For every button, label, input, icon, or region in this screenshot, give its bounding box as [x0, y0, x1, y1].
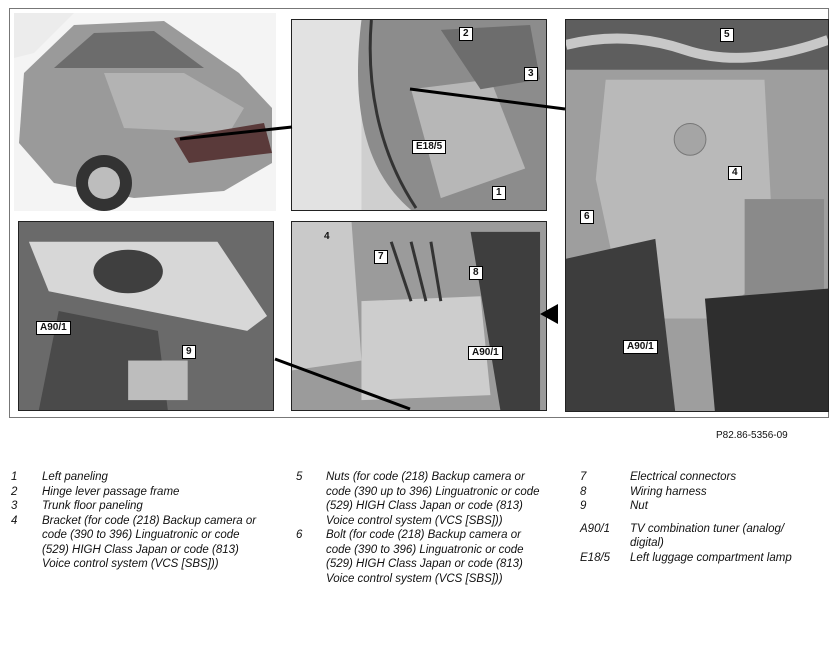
photo-trunk-panel — [291, 19, 547, 211]
legend-item — [11, 485, 281, 500]
figure-reference-code: P82.86-5356-09 — [716, 430, 788, 441]
legend-column-3 — [580, 470, 830, 565]
callout-6: 6 — [580, 210, 594, 224]
legend-text: Nut — [630, 500, 648, 512]
callout-3: 3 — [524, 67, 538, 81]
legend-text: Nuts (for code (218) Backup camera or code (390 up to 396) Linguatronic or code (529) HIGH Class Japan or code (813) Voice control system (VCS [SBS])) — [326, 471, 540, 527]
legend-number: 1 — [11, 471, 18, 483]
legend-number: 6 — [296, 529, 303, 541]
callout-a90-left: A90/1 — [36, 321, 71, 335]
callout-e18-5: E18/5 — [412, 140, 446, 154]
legend-number: 8 — [580, 485, 587, 498]
legend-text: Left paneling — [42, 471, 108, 483]
legend-text: Hinge lever passage frame — [42, 485, 180, 498]
legend-item — [580, 485, 830, 500]
legend-item — [11, 514, 281, 572]
legend-text: Left luggage compartment lamp — [630, 551, 792, 564]
legend-item — [296, 528, 566, 586]
callout-4-middle: 4 — [324, 231, 330, 242]
legend-number: A90/1 — [580, 522, 611, 535]
photo-bracket — [565, 19, 829, 412]
legend-number: 7 — [580, 471, 587, 483]
legend-item — [11, 499, 281, 514]
legend-text: Trunk floor paneling — [42, 500, 143, 512]
legend-text: Bracket (for code (218) Backup camera or code (390 to 396) Linguatronic or code (529) HIGH Class Japan or code (813) Voice control system (VCS [SBS])) — [42, 514, 257, 570]
callout-2: 2 — [459, 27, 473, 41]
legend-number: 4 — [11, 514, 18, 527]
callout-9: 9 — [182, 345, 196, 359]
legend-item — [296, 470, 566, 528]
photo-tuner — [18, 221, 274, 411]
callout-4-right: 4 — [728, 166, 742, 180]
legend-item — [11, 470, 281, 485]
callout-5: 5 — [720, 28, 734, 42]
legend-column-1 — [11, 470, 281, 572]
legend-item — [580, 522, 830, 551]
photo-connectors — [291, 221, 547, 411]
callout-a90-right: A90/1 — [623, 340, 658, 354]
legend-column-2 — [296, 470, 566, 586]
callout-1: 1 — [492, 186, 506, 200]
callout-7: 7 — [374, 250, 388, 264]
legend-text: Bolt (for code (218) Backup camera or code (390 to 396) Linguatronic or code (529) HIGH Class Japan or code (813) Voice control system (VCS [SBS])) — [326, 529, 524, 585]
legend-number: 3 — [11, 500, 18, 512]
callout-a90-middle: A90/1 — [468, 346, 503, 360]
technical-figure — [9, 8, 829, 418]
legend-text: Electrical connectors — [630, 471, 737, 483]
legend-number: 9 — [580, 500, 587, 512]
legend-number: E18/5 — [580, 551, 611, 564]
photo-car-rear — [14, 13, 276, 211]
legend-text: Wiring harness — [630, 485, 707, 498]
legend-item — [580, 551, 830, 566]
callout-8: 8 — [469, 266, 483, 280]
legend-item — [580, 499, 830, 514]
legend-number: 5 — [296, 471, 303, 483]
legend-text: TV combination tuner (analog/ digital) — [630, 522, 785, 549]
legend-item — [580, 470, 830, 485]
legend-number: 2 — [11, 485, 18, 498]
